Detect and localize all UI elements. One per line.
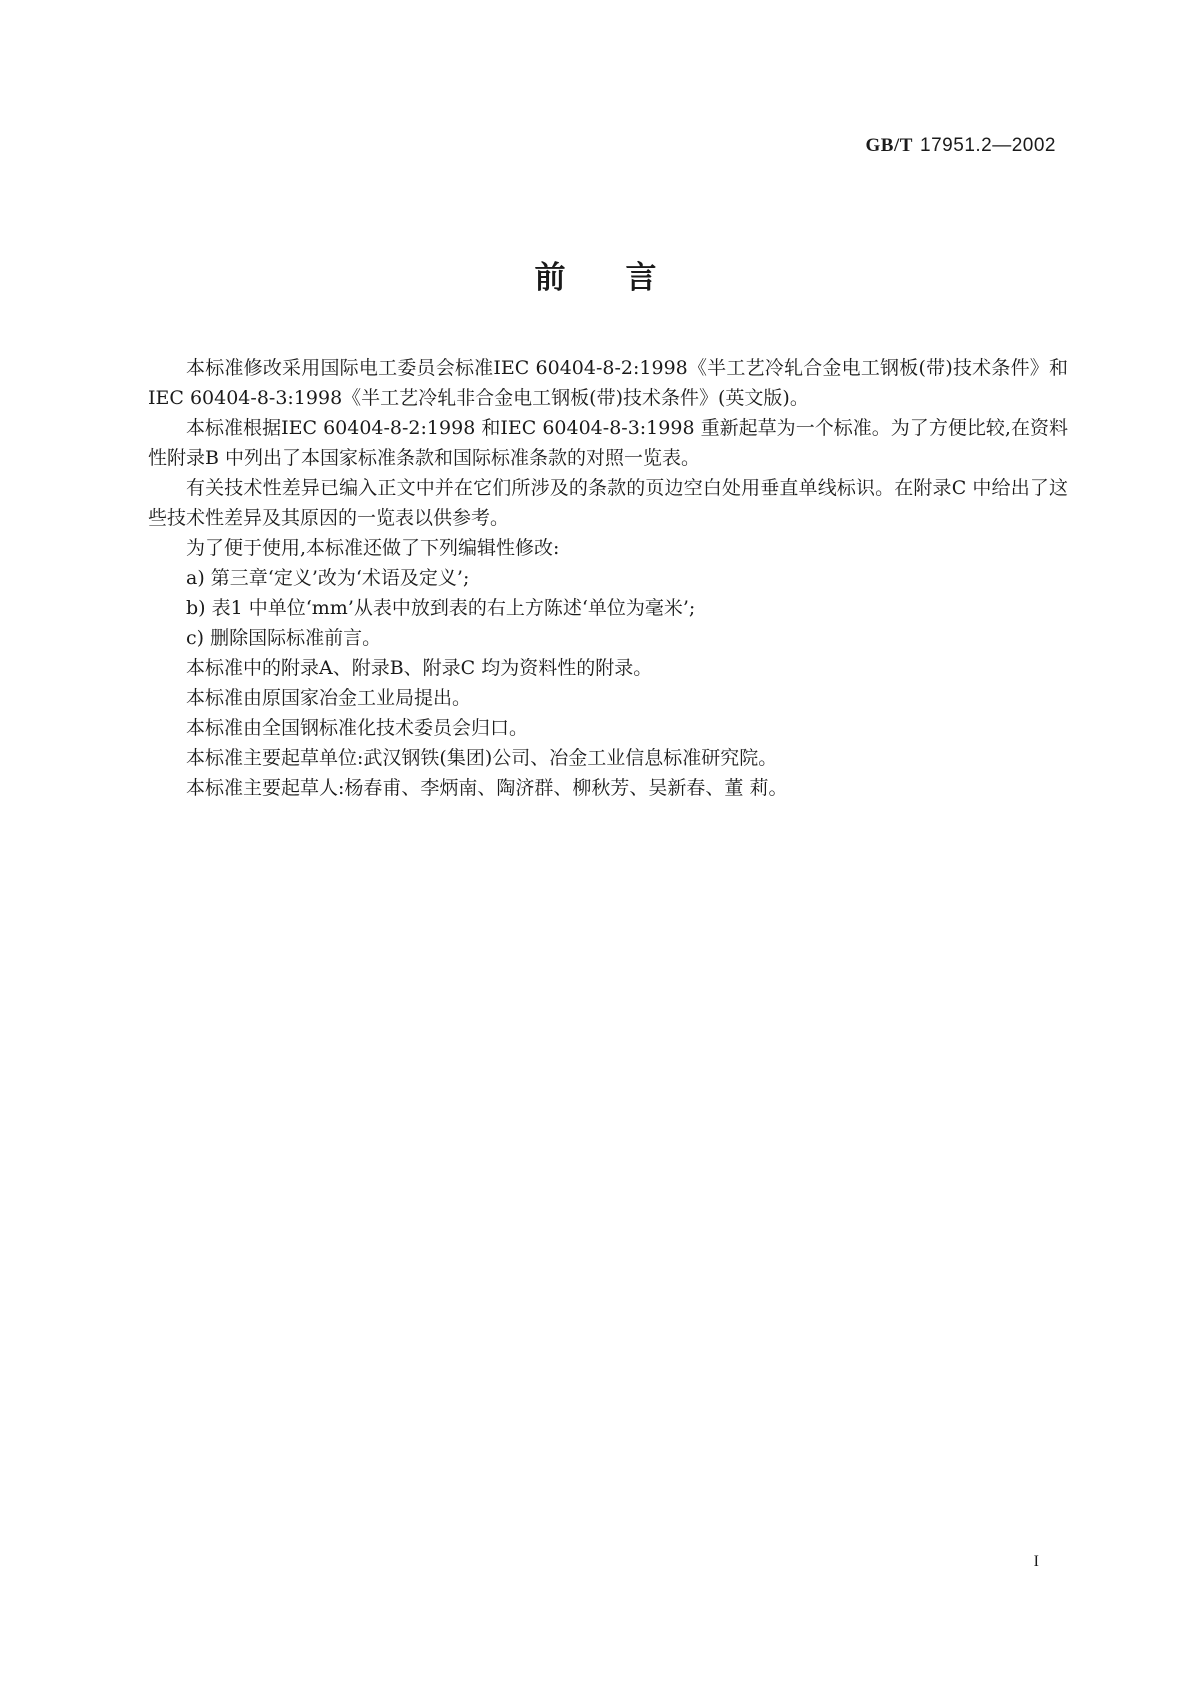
paragraph: 为了便于使用,本标准还做了下列编辑性修改: — [186, 537, 560, 559]
paragraph: 本标准中的附录A、附录B、附录C 均为资料性的附录。 — [186, 657, 653, 679]
page-title: 前言 — [534, 260, 717, 296]
paragraph: 本标准主要起草单位:武汉钢铁(集团)公司、冶金工业信息标准研究院。 — [186, 747, 778, 769]
list-item: c) 删除国际标准前言。 — [186, 627, 382, 649]
paragraph: 本标准由原国家冶金工业局提出。 — [186, 687, 472, 709]
standard-code-number: 17951.2—2002 — [920, 135, 1056, 156]
standard-code — [866, 134, 1056, 157]
paragraph: 本标准由全国钢标准化技术委员会归口。 — [186, 717, 529, 739]
paragraph: 有关技术性差异已编入正文中并在它们所涉及的条款的页边空白处用垂直单线标识。在附录C 中给出了这些技术性差异及其原因的一览表以供参考。 — [148, 477, 1068, 529]
list-item: a) 第三章‘定义’改为‘术语及定义’; — [186, 567, 470, 589]
paragraph: 本标准修改采用国际电工委员会标准IEC 60404-8-2:1998《半工艺冷轧合金电工钢板(带)技术条件》和IEC 60404-8-3:1998《半工艺冷轧非合金电工钢板(带)技术条件》(英文版)。 — [148, 357, 1068, 409]
paragraph: 本标准根据IEC 60404-8-2:1998 和IEC 60404-8-3:1998 重新起草为一个标准。为了方便比较,在资料性附录B 中列出了本国家标准条款和国际标准条款的对照一览表。 — [148, 417, 1068, 469]
page-number: I — [1033, 1553, 1039, 1570]
standard-code-prefix: GB/T — [865, 135, 913, 156]
foreword-body — [148, 353, 1068, 803]
list-item: b) 表1 中单位‘mm’从表中放到表的右上方陈述‘单位为毫米’; — [186, 597, 696, 619]
paragraph: 本标准主要起草人:杨春甫、李炳南、陶济群、柳秋芳、吴新春、董 莉。 — [186, 777, 788, 799]
